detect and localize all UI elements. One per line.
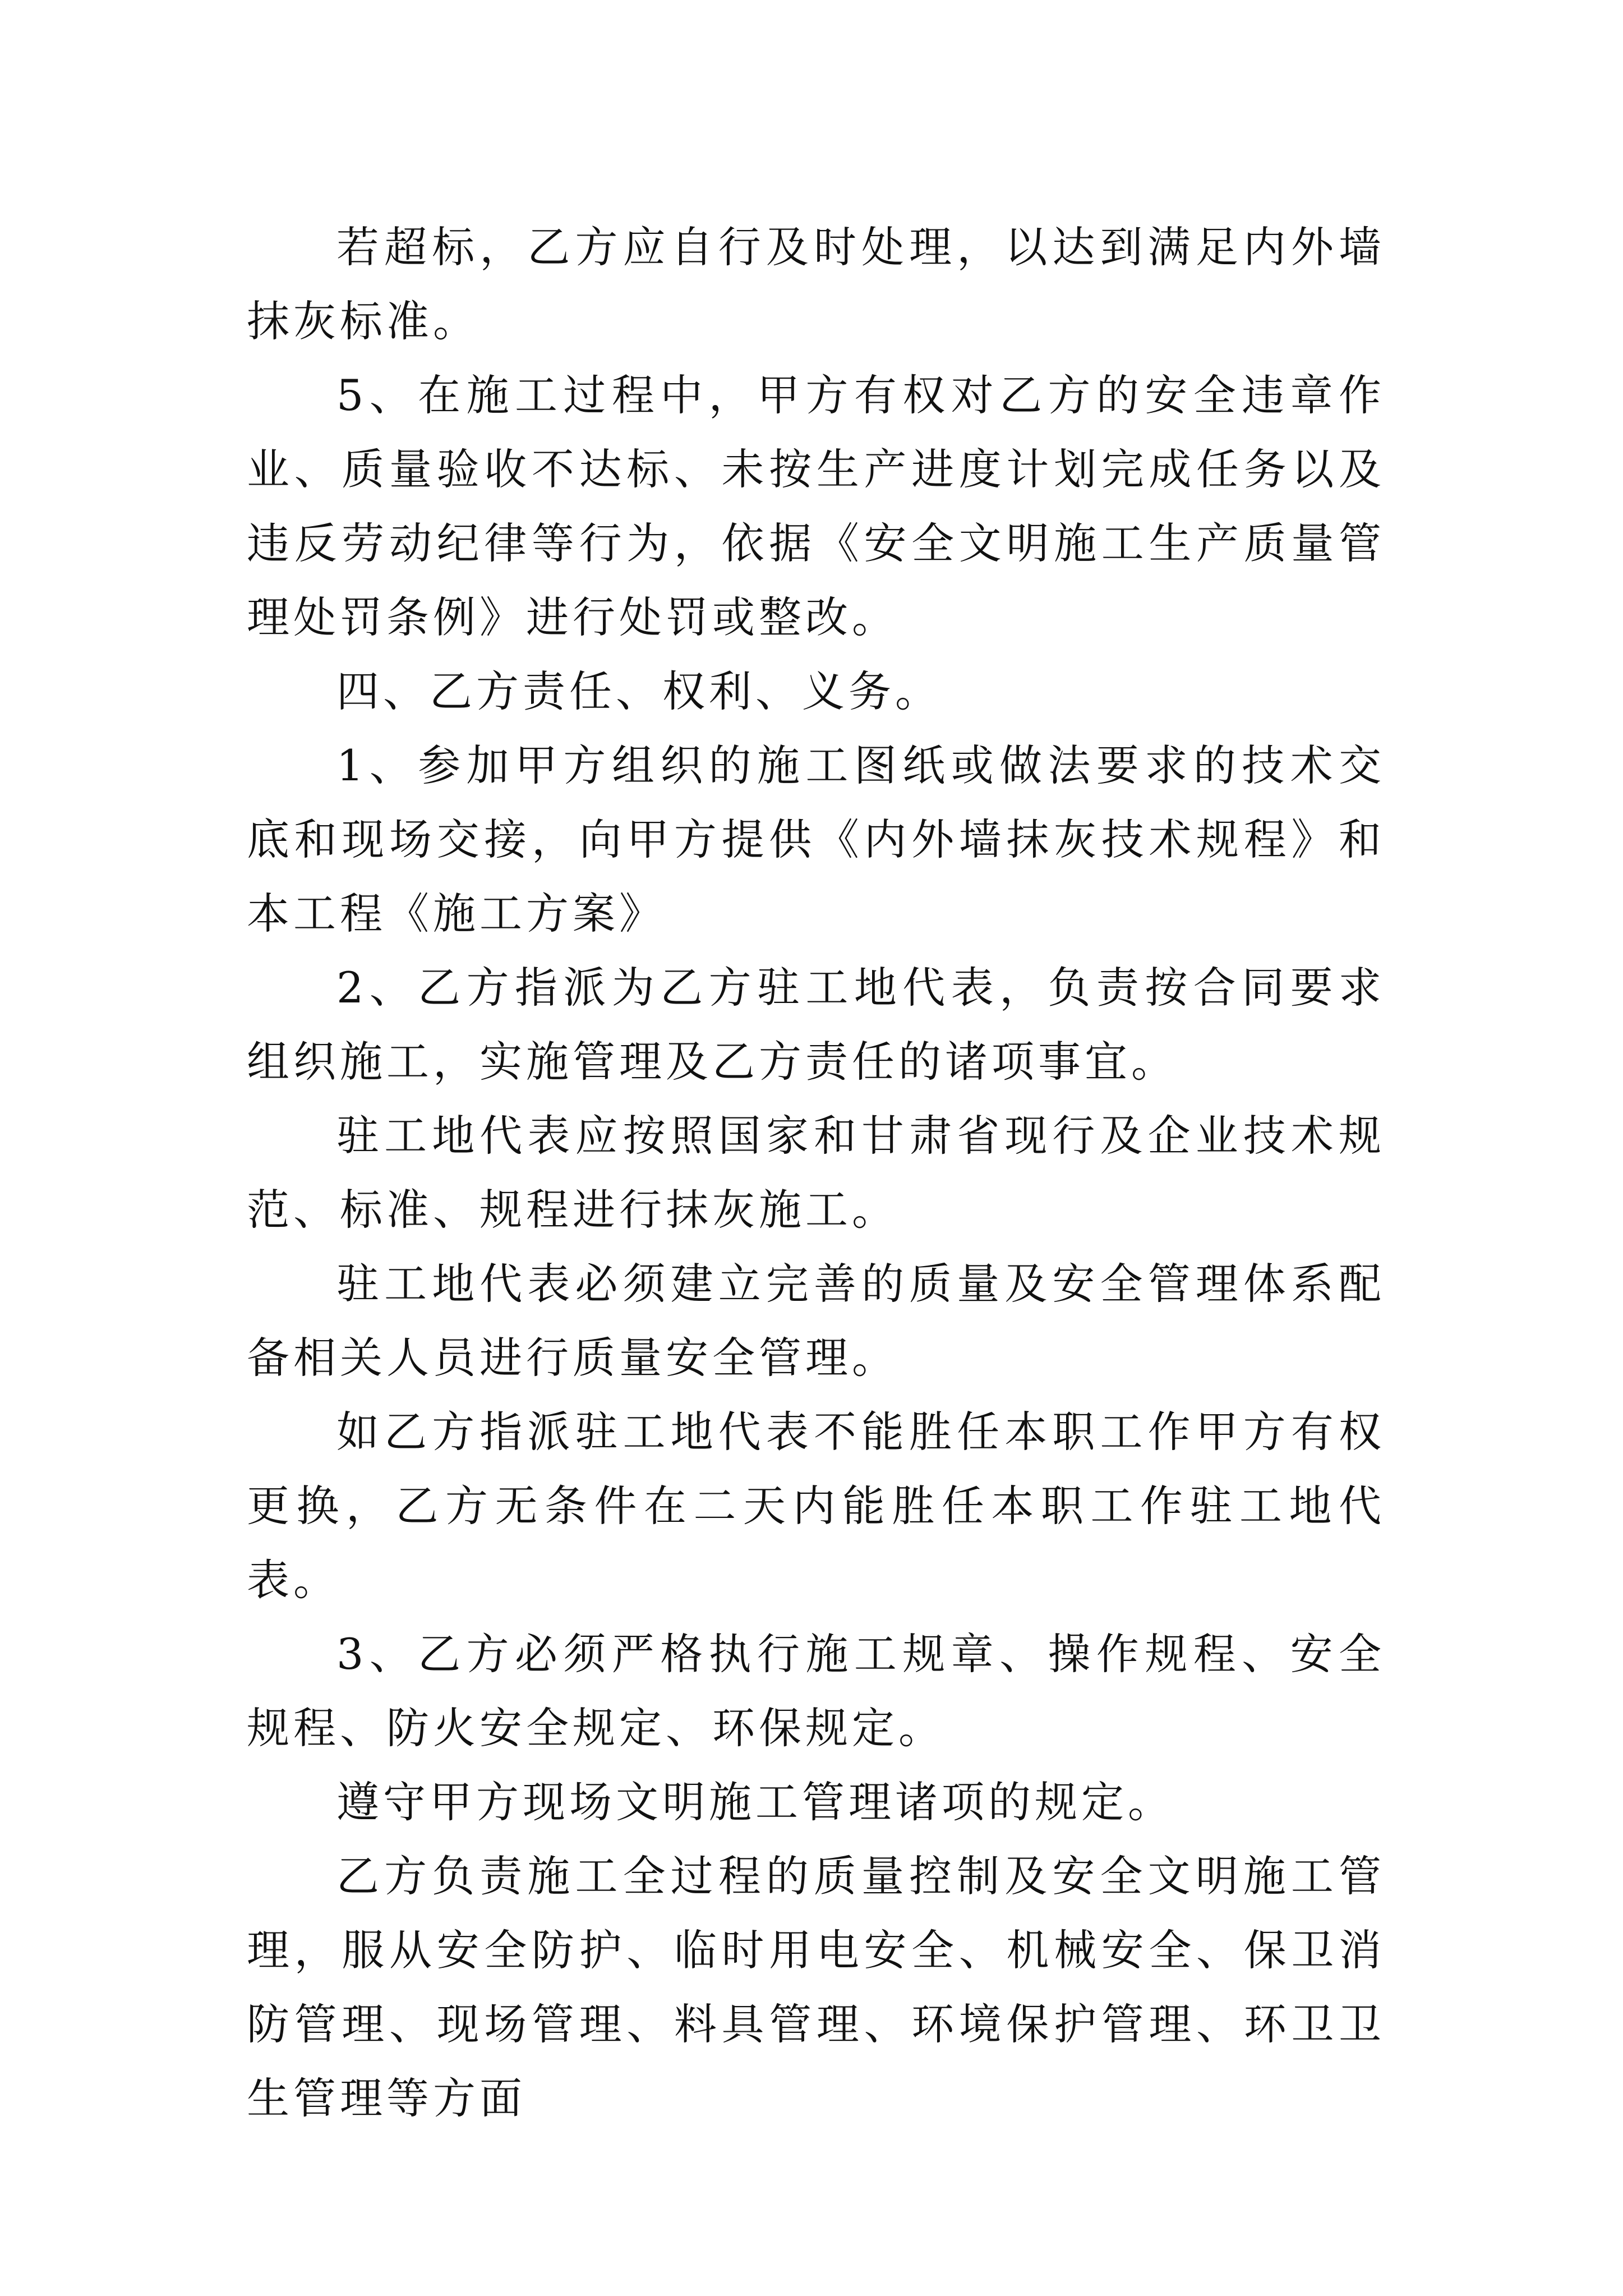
paragraph-site-rep-standards: 驻工地代表应按照国家和甘肃省现行及企业技术规范、标准、规程进行抹灰施工。: [247, 1111, 1385, 1235]
paragraph-clause-4-2: 2、乙方指派为乙方驻工地代表，负责按合同要求组织施工，实施管理及乙方责任的诸项事宜。: [247, 963, 1385, 1087]
paragraph-clause-3-5: 5、在施工过程中，甲方有权对乙方的安全违章作业、质量验收不达标、未按生产进度计划完成任务以及违反劳动纪律等行为，依据《安全文明施工生产质量管理处罚条例》进行处罚或整改。: [247, 370, 1385, 642]
section-heading-4: 四、乙方责任、权利、义务。: [336, 666, 942, 716]
paragraph-site-rep-system: 驻工地代表必须建立完善的质量及安全管理体系配备相关人员进行质量安全管理。: [247, 1259, 1385, 1383]
paragraph-continuation: 若超标，乙方应自行及时处理，以达到满足内外墙抹灰标准。: [247, 222, 1385, 346]
paragraph-clause-4-3: 3、乙方必须严格执行施工规章、操作规程、安全规程、防火安全规定、环保规定。: [247, 1629, 1385, 1753]
paragraph-clause-4-1: 1、参加甲方组织的施工图纸或做法要求的技术交底和现场交接，向甲方提供《内外墙抹灰技术规程》和本工程《施工方案》: [247, 740, 1385, 938]
paragraph-site-rules: 遵守甲方现场文明施工管理诸项的规定。: [336, 1777, 1174, 1827]
paragraph-site-rep-replacement: 如乙方指派驻工地代表不能胜任本职工作甲方有权更换，乙方无条件在二天内能胜任本职工作驻工地代表。: [247, 1407, 1385, 1605]
paragraph-quality-safety: 乙方负责施工全过程的质量控制及安全文明施工管理，服从安全防护、临时用电安全、机械安全、保卫消防管理、现场管理、料具管理、环境保护管理、环卫卫生管理等方面: [247, 1851, 1385, 2123]
document-body: [247, 210, 1385, 2136]
